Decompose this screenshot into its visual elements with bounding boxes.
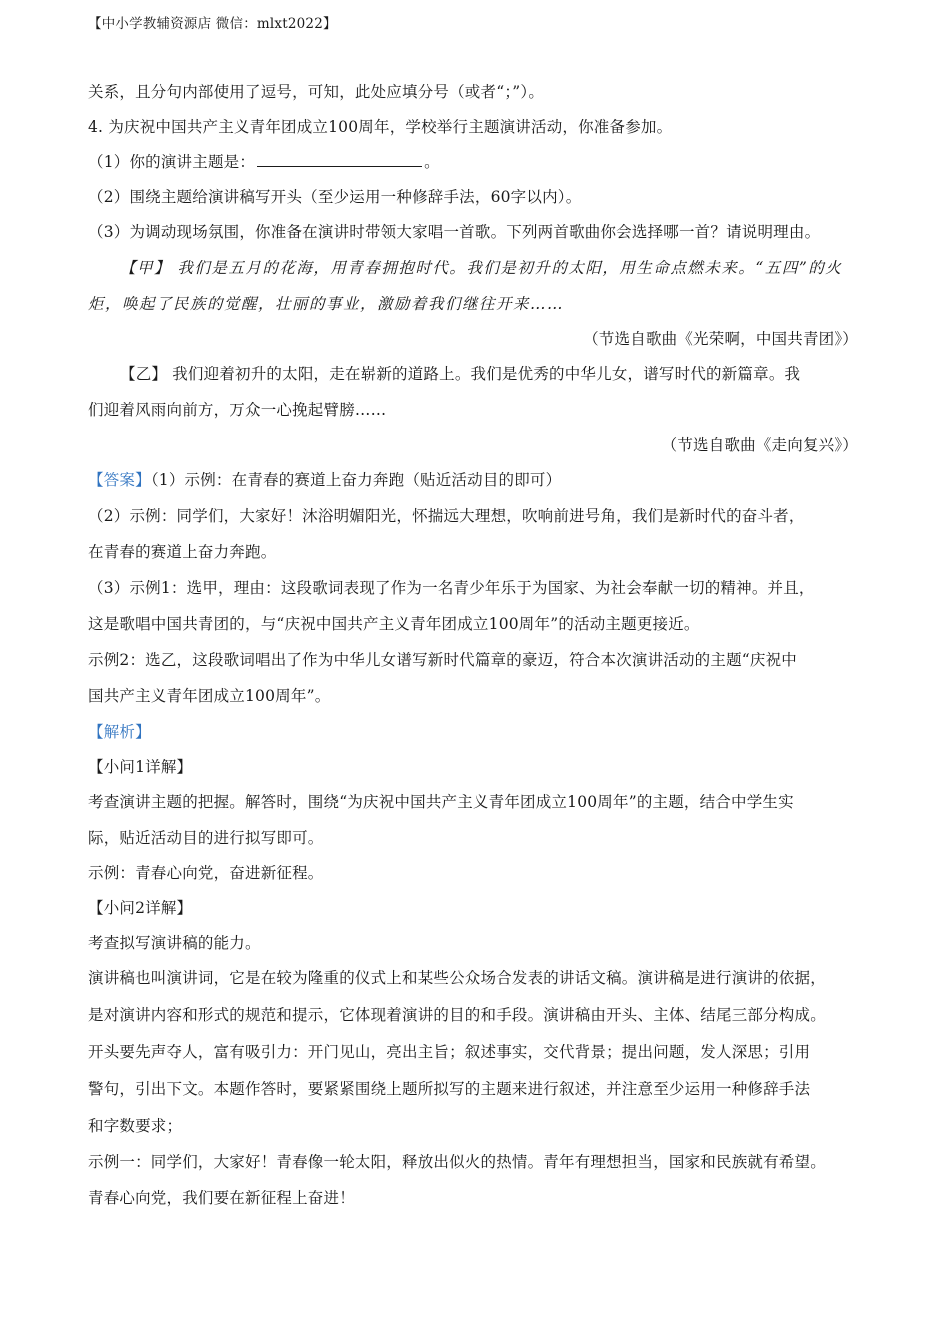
answer-label: 【答案】: [88, 471, 151, 489]
answer-2-line-2: 在青春的赛道上奋力奔跑。: [88, 543, 277, 561]
answer-3-line-3: 示例2：选乙，这段歌词唱出了作为中华儿女谱写新时代篇章的豪迈，符合本次演讲活动的主题“庆祝中: [88, 651, 797, 669]
answer-line-1: [88, 470, 561, 490]
sub-question-2-line-7: 示例一：同学们，大家好！青春像一轮太阳，释放出似火的热情。青年有理想担当，国家和民族就有希望。: [88, 1153, 826, 1171]
question-4-part-1-prefix: （1）你的演讲主题是：: [88, 153, 256, 171]
answer-2-line-1: （2）示例：同学们，大家好！沐浴明媚阳光，怀揣远大理想，吹响前进号角，我们是新时代的奋斗者，: [88, 507, 805, 525]
question-4-part-3: （3）为调动现场氛围，你准备在演讲时带领大家唱一首歌。下列两首歌曲你会选择哪一首？请说明理由。: [88, 223, 821, 241]
song-jia-line-1: 【甲】 我们是五月的花海，用青春拥抱时代。我们是初升的太阳，用生命点燃未来。“五四”的火: [120, 259, 843, 277]
sub-question-2-line-6: 和字数要求；: [88, 1117, 183, 1135]
sub-question-2-line-8: 青春心向党，我们要在新征程上奋进！: [88, 1189, 355, 1207]
answer-blank: [257, 152, 422, 167]
sub-question-2-line-3: 是对演讲内容和形式的规范和提示，它体现着演讲的目的和手段。演讲稿由开头、主体、结尾三部分构成。: [88, 1006, 826, 1024]
sub-question-2-line-4: 开头要先声夺人，富有吸引力：开门见山，亮出主旨；叙述事实，交代背景；提出问题，发人深思；引用: [88, 1043, 811, 1061]
question-4-stem: 4. 为庆祝中国共产主义青年团成立100周年，学校举行主题演讲活动，你准备参加。: [88, 118, 673, 136]
header-text: 【中小学教辅资源店 微信：mlxt2022】: [88, 16, 337, 32]
sub-question-2-line-1: 考查拟写演讲稿的能力。: [88, 934, 261, 952]
analysis-label: 【解析】: [88, 723, 151, 741]
song-jia-source: （节选自歌曲《光荣啊，中国共青团》）: [583, 330, 858, 348]
sub-question-1-line-2: 际，贴近活动目的进行拟写即可。: [88, 829, 324, 847]
sub-question-2-label: 【小问2详解】: [88, 899, 193, 917]
sub-question-2-line-5: 警句，引出下文。本题作答时，要紧紧围绕上题所拟写的主题来进行叙述，并注意至少运用一种修辞手法: [88, 1080, 811, 1098]
song-yi-source: （节选自歌曲《走向复兴》）: [661, 436, 858, 454]
sub-question-2-line-2: 演讲稿也叫演讲词，它是在较为隆重的仪式上和某些公众场合发表的讲话文稿。演讲稿是进行演讲的依据，: [88, 969, 826, 987]
question-4-part-1-suffix: 。: [424, 153, 440, 171]
answer-3-line-1: （3）示例1：选甲，理由：这段歌词表现了作为一名青少年乐于为国家、为社会奉献一切的精神。并且，: [88, 579, 815, 597]
song-yi-line-2: 们迎着风雨向前方，万众一心挽起臂膀……: [88, 401, 387, 419]
song-yi-line-1: 【乙】 我们迎着初升的太阳，走在崭新的道路上。我们是优秀的中华儿女，谱写时代的新篇章。我: [120, 365, 801, 383]
answer-1-text: （1）示例：在青春的赛道上奋力奔跑（贴近活动目的即可）: [150, 471, 562, 489]
sub-question-1-label: 【小问1详解】: [88, 758, 193, 776]
lead-line: 关系，且分句内部使用了逗号，可知，此处应填分号（或者“；”）。: [88, 83, 545, 101]
song-jia-line-2: 炬，唤起了民族的觉醒，壮丽的事业，激励着我们继往开来……: [88, 295, 565, 313]
answer-3-line-2: 这是歌唱中国共青团的，与“庆祝中国共产主义青年团成立100周年”的活动主题更接近。: [88, 615, 700, 633]
sub-question-1-example: 示例：青春心向党，奋进新征程。: [88, 864, 324, 882]
question-4-part-2: （2）围绕主题给演讲稿写开头（至少运用一种修辞手法，60字以内）。: [88, 188, 582, 206]
question-4-part-1: [88, 152, 440, 172]
sub-question-1-line-1: 考查演讲主题的把握。解答时，围绕“为庆祝中国共产主义青年团成立100周年”的主题，结合中学生实: [88, 793, 794, 811]
answer-3-line-4: 国共产主义青年团成立100周年”。: [88, 687, 331, 705]
